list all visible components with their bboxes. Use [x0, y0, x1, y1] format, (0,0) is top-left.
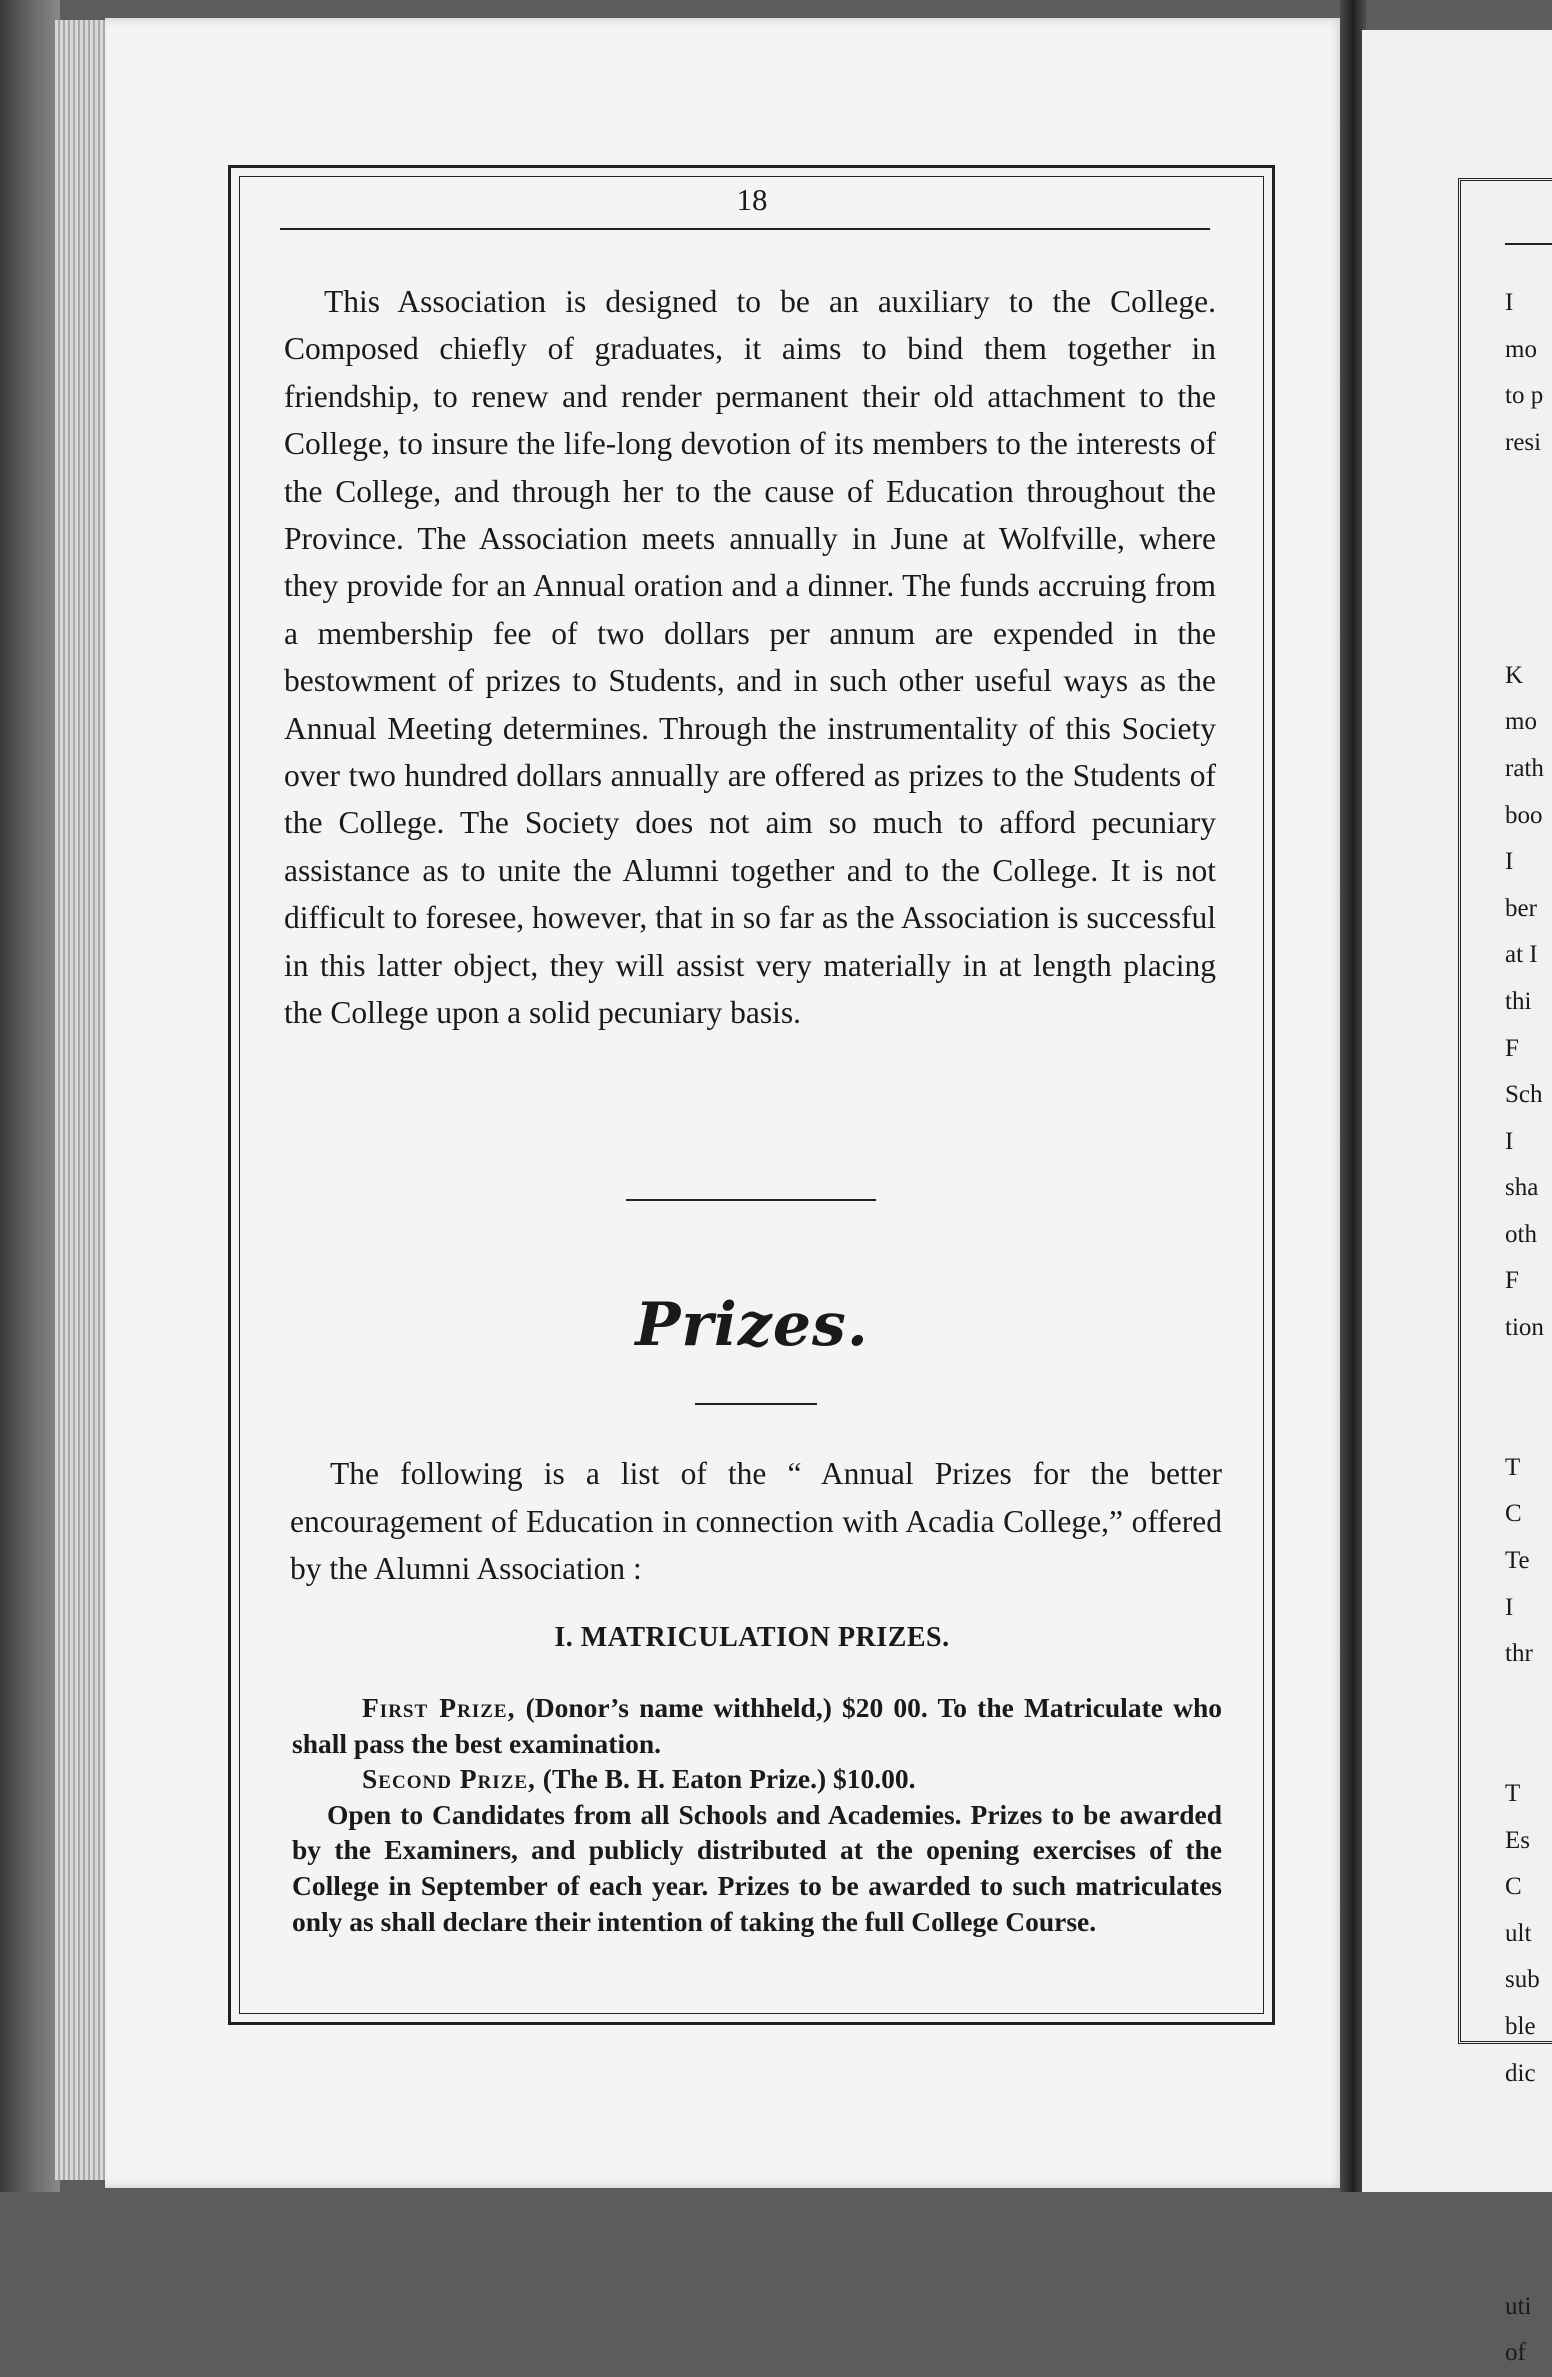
prize-conditions: Open to Candidates from all Schools and Academies. Prizes to be awarded by the Examiners, and publicly distributed at the opening exercises of the College in September of each year. Prizes to be awarded to such matriculates only as shall declare their intention of taking the full College Course. [292, 1798, 1222, 1937]
facing-page-line [1505, 2144, 1552, 2191]
facing-page-line: boo [1505, 801, 1543, 829]
facing-page-line [1505, 2237, 1552, 2284]
association-paragraph: This Association is designed to be an auxiliary to the College. Composed chiefly of graduates, it aims to bind them together in friendship, to renew and render permanent their old attachment to the College, to insure the life-long devotion of its members to the interests of the College, and through her to the cause of Education throughout the Province. The Association meets annually in June at Wolfville, where they provide for an Annual oration and a dinner. The funds accruing from a membership fee of two dollars per annum are expended in the bestowment of prizes to Students, and in such other useful ways as the Annual Meeting determines. Through the instrumentality of this Society over two hundred dollars annually are offered as prizes to the Students of the College. The Society does not aim so much to afford pecuniary assistance as to unite the Alumni together and to the College. It is not difficult to foresee, however, that in so far as the Association is successful in this latter object, they will assist very materially in at length placing the College upon a solid pecuniary basis. [284, 284, 1216, 1031]
section-separator [626, 1199, 876, 1201]
facing-page-text [1505, 280, 1552, 2377]
facing-page-line: rath [1505, 754, 1544, 782]
facing-page-line: sha [1505, 1174, 1539, 1202]
facing-page-line: oth [1505, 1220, 1537, 1248]
facing-page-line: at I [1505, 941, 1538, 969]
facing-page-line: F [1505, 1267, 1519, 1295]
facing-page-line: I [1505, 1127, 1514, 1155]
facing-page-line: ult [1505, 1919, 1532, 1947]
facing-page-line: ble [1505, 2012, 1536, 2040]
facing-page-line [1505, 1678, 1552, 1725]
facing-page-line: mo [1505, 335, 1537, 363]
facing-page-line: uti [1505, 2292, 1532, 2320]
second-prize-label: Second Prize, [362, 1763, 536, 1795]
header-rule [280, 228, 1210, 230]
second-prize-text: (The B. H. Eaton Prize.) $10.00. [535, 1763, 916, 1795]
first-prize [292, 1690, 1222, 1761]
facing-page-line: tion [1505, 1314, 1544, 1342]
facing-page-line [1505, 2097, 1552, 2144]
facing-page-line: F [1505, 1034, 1519, 1062]
facing-page-line [1505, 2190, 1552, 2237]
facing-page-line: I [1505, 848, 1514, 876]
facing-page-line: T [1505, 1453, 1521, 1481]
facing-page-line: sub [1505, 1966, 1540, 1994]
matriculation-prizes [292, 1690, 1222, 1939]
facing-page-rule [1505, 243, 1552, 245]
book-spine [0, 0, 60, 2192]
facing-page-line: mo [1505, 708, 1537, 736]
facing-page-line: Te [1505, 1547, 1530, 1575]
facing-page-line: C [1505, 1500, 1522, 1528]
facing-page-line: thi [1505, 987, 1532, 1015]
page-number: 18 [736, 182, 768, 217]
prizes-heading: Prizes. [635, 1290, 869, 1360]
facing-page-line [1505, 606, 1552, 653]
first-prize-label: First Prize, [362, 1692, 516, 1723]
facing-page-line: Sch [1505, 1081, 1543, 1109]
first-prize-text: (Donor’s name withheld,) $20 00. To the Matriculate who shall pass the best examination. [292, 1692, 1222, 1759]
facing-page-line [1505, 1724, 1552, 1771]
facing-page-line: ber [1505, 894, 1537, 922]
matriculation-prizes-heading: I. MATRICULATION PRIZES. [554, 1622, 950, 1653]
facing-page-line [1505, 466, 1552, 513]
facing-page-line: dic [1505, 2059, 1536, 2087]
facing-page-line: thr [1505, 1640, 1533, 1668]
facing-page-line: I [1505, 1593, 1514, 1621]
facing-page-line [1505, 560, 1552, 607]
prizes-intro: The following is a list of the “ Annual Prizes for the better encouragement of Education in connection with Acadia College,” offered by the Alumni Association : [290, 1456, 1222, 1587]
facing-page-line [1505, 1398, 1552, 1445]
facing-page-line: T [1505, 1780, 1521, 1807]
facing-page-line: to p [1505, 382, 1544, 410]
second-prize [292, 1761, 1222, 1797]
facing-page-line: Es [1505, 1826, 1530, 1854]
facing-page-line [1505, 1352, 1552, 1399]
facing-page-line [1505, 513, 1552, 560]
facing-page-line: I [1505, 289, 1514, 316]
facing-page-line: K [1505, 661, 1524, 689]
facing-page-line: of [1505, 2339, 1526, 2367]
facing-page-line: resi [1505, 428, 1542, 456]
heading-rule [695, 1403, 817, 1405]
facing-page-line: C [1505, 1873, 1522, 1901]
